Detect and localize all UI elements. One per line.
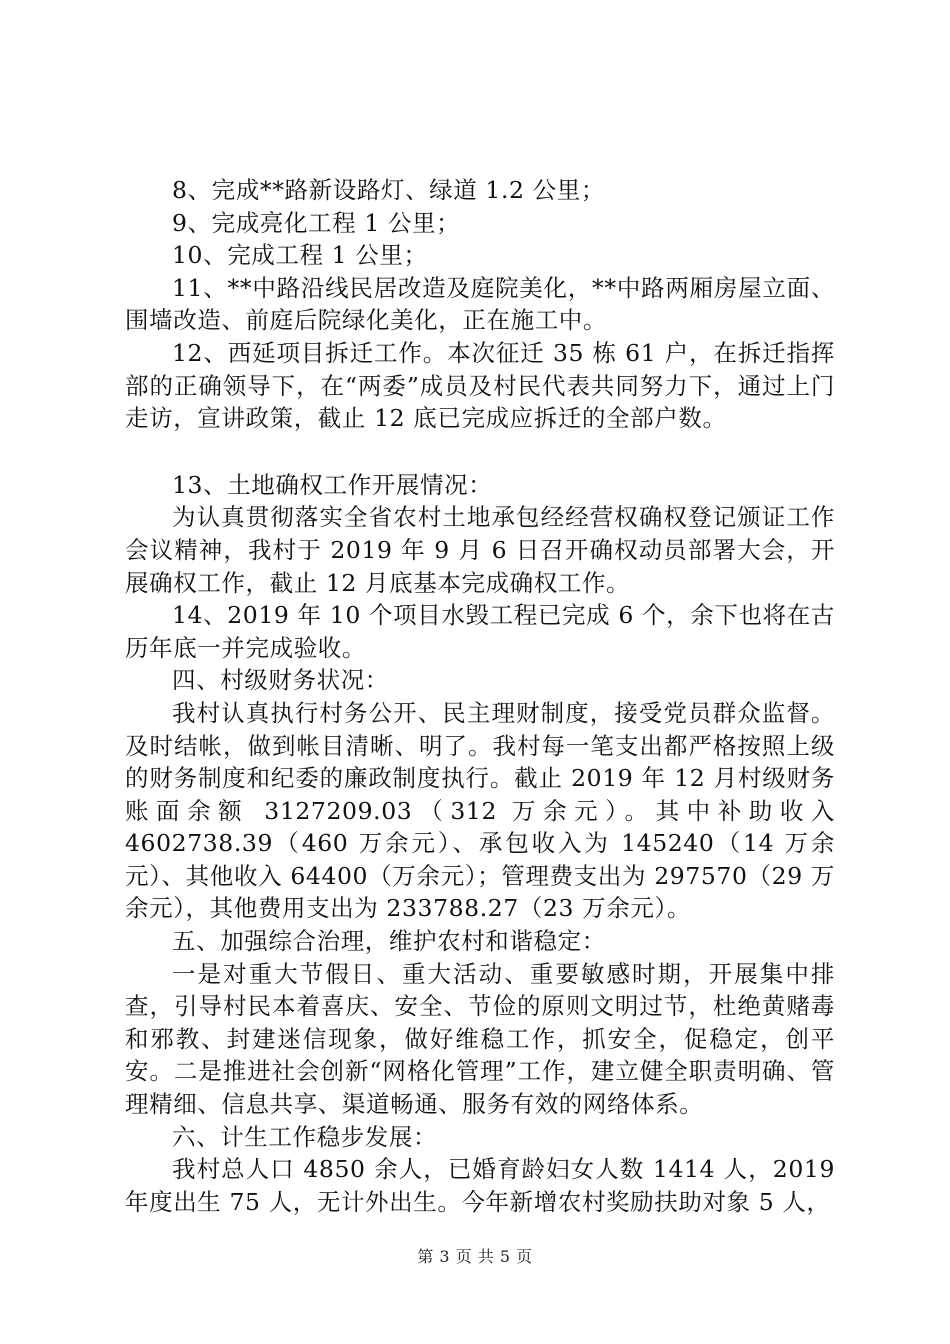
paragraph-item-11: 11、**中路沿线民居改造及庭院美化，**中路两厢房屋立面、围墙改造、前庭后院绿化美化，正在施工中。 xyxy=(125,273,835,335)
paragraph-item-14: 14、2019 年 10 个项目水毁工程已完成 6 个，余下也将在古历年底一并完成验收。 xyxy=(125,601,835,662)
paragraph-item-13-heading: 13、土地确权工作开展情况： xyxy=(172,470,493,499)
section-heading-finance: 四、村级财务状况： xyxy=(172,666,389,695)
paragraph-governance: 一是对重大节假日、重大活动、重要敏感时期，开展集中排查，引导村民本着喜庆、安全、节俭的原则文明过节，杜绝黄赌毒和邪教、封建迷信现象，做好维稳工作，抓安全，促稳定，创平安。二是推进社会创新“网格化管理”工作，建立健全职责明确、管理精细、信息共享、渠道畅通、服务有效的网络体系。 xyxy=(125,959,835,1119)
paragraph-family-planning: 我村总人口 4850 余人，已婚育龄妇女人数 1414 人，2019 年度出生 75 人，无计外出生。今年新增农村奖励扶助对象 5 人， xyxy=(125,1155,835,1216)
paragraph-item-10: 10、完成工程 1 公里； xyxy=(172,241,428,270)
paragraph-item-8: 8、完成**路新设路灯、绿道 1.2 公里； xyxy=(172,176,605,204)
paragraph-item-9: 9、完成亮化工程 1 公里； xyxy=(172,208,461,237)
section-heading-family-planning: 六、计生工作稳步发展： xyxy=(172,1122,438,1151)
paragraph-finance: 我村认真执行村务公开、民主理财制度，接受党员群众监督。及时结帐，做到帐目清晰、明了。我村每一笔支出都严格按照上级的财务制度和纪委的廉政制度执行。截止 2019 年 12 月村级财务账面余额 3127209.03（312 万余元）。其中补助收入 4602738.39（460 万余元）、承包收入为 145240（14 万余元）、其他收入 64400（万余元）；管理费支出为 297570（29 万余元），其他费用支出为 233788.27（23 万余元）。 xyxy=(125,698,835,923)
document-body xyxy=(125,174,835,1218)
paragraph-land-rights: 为认真贯彻落实全省农村土地承包经经营权确权登记颁证工作会议精神，我村于 2019 年 9 月 6 日召开确权动员部署大会，开展确权工作，截止 12 月底基本完成确权工作。 xyxy=(125,503,835,597)
paragraph-spacer xyxy=(125,435,835,469)
paragraph-item-12: 12、西延项目拆迁工作。本次征迁 35 栋 61 户，在拆迁指挥部的正确领导下，在“两委”成员及村民代表共同努力下，通过上门走访，宣讲政策，截止 12 底已完成应拆迁的全部户数。 xyxy=(125,338,835,433)
section-heading-governance: 五、加强综合治理，维护农村和谐稳定： xyxy=(172,927,606,956)
page-number-footer: 第 3 页 共 5 页 xyxy=(417,1247,533,1266)
